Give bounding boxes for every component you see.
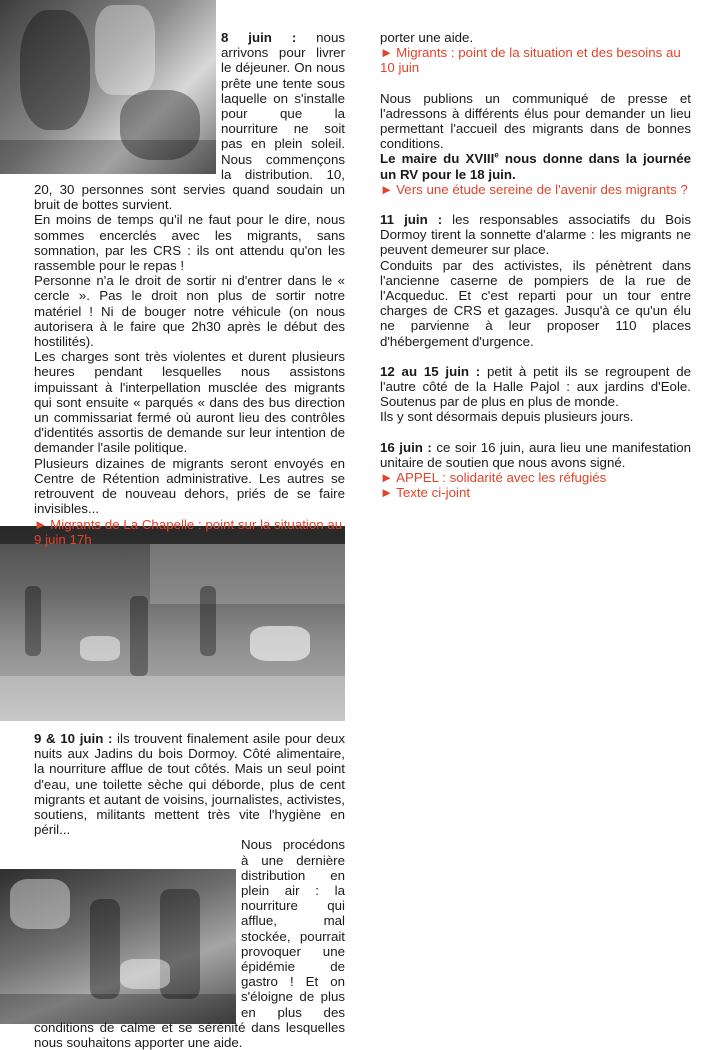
spacer — [380, 349, 691, 364]
spacer — [380, 197, 691, 212]
photo1-wrap-space — [34, 30, 221, 176]
link-texte-ci-joint[interactable] — [380, 485, 691, 500]
maire-sup: e — [494, 151, 499, 160]
paragraph-maire — [380, 151, 691, 181]
link-etude-sereine[interactable] — [380, 182, 691, 197]
left-bottom-column — [34, 731, 345, 1050]
date-9-10-juin: 9 & 10 juin : — [34, 731, 113, 746]
right-column — [380, 30, 691, 500]
paragraph-desormais: Ils y sont désormais depuis plusieurs jours. — [380, 409, 634, 425]
paragraph-porter-aide: porter une aide. — [380, 30, 474, 45]
paragraph-communique: Nous publions un communiqué de presse et l'adressons à différents élus pour demander un lieu permettant l'accueil des migrants dans de bonnes conditions. — [380, 90, 691, 152]
date-8-juin: 8 juin : — [221, 30, 297, 45]
link-appel-solidarite-label: APPEL : solidarité avec les réfugiés — [396, 470, 607, 486]
date-12-15-juin: 12 au 15 juin : — [380, 363, 481, 379]
link-point-9-juin-label: Migrants de La Chapelle : point sur la situation au 9 juin 17h — [34, 516, 343, 547]
arrow-icon: ► — [380, 181, 394, 197]
text-11-juin: les responsables associatifs du Bois Dormoy tirent la sonnette d'alarme : les migrants ne peuvent demeurer sur place. — [380, 212, 691, 258]
arrow-icon: ► — [380, 470, 394, 486]
link-etude-sereine-label: Vers une étude sereine de l'avenir des migrants ? — [396, 181, 688, 197]
maire-bold-b: nous donne dans la journée un RV pour le 18 juin. — [380, 151, 691, 182]
link-point-10-juin[interactable] — [380, 45, 691, 75]
link-point-9-juin[interactable] — [34, 517, 345, 547]
paragraph-caserne: Conduits par des activistes, ils pénètrent dans l'ancienne caserne de pompiers de la rue de l'Acqueduc. Et c'est reparti pour un tour entre charges de CRS et gazages. Jusqu'à ce qu'un élu ne parvienne à leur proposer 110 places d'hébergement d'urgence. — [380, 257, 691, 349]
paragraph-11-juin — [380, 212, 691, 258]
paragraph-retention: Plusieurs dizaines de migrants seront envoyés en Centre de Rétention administrative. Les autres se retrouvent de nouveau dehors, priés de se faire invisibles... — [34, 455, 345, 517]
text-12-15-juin: petit à petit ils se regroupent de l'autre côté de la Halle Pajol : aux jardins d'Eole. Soutenus par de plus en plus de monde. — [380, 363, 692, 410]
paragraph-encercles: En moins de temps qu'il ne faut pour le dire, nous sommes encerclés avec les migrants, sans somnation, par les CRS : ils ont attendu qu'on les rassemble pour le repas ! — [34, 212, 345, 274]
link-texte-ci-joint-label: Texte ci-joint — [396, 485, 471, 501]
text-16-juin: ce soir 16 juin, aura lieu une manifestation unitaire de soutien que nous avons signé. — [380, 439, 691, 470]
text-8-juin: nous arrivons pour livrer le déjeuner. On nous prête une tente sous laquelle on s'installe pour que la nourriture ne soit pas en plein soleil. Nous commençons la distribution. 10, 20, 30 personnes sont servies quand soudain un bruit de bottes survient. — [34, 30, 345, 213]
text-9-10-juin: ils trouvent finalement asile pour deux nuits aux Jadins du bois Dormoy. Côté alimentaire, la nourriture afflue de tout côtés. Mais un seul point d'eau, une toilette sèche qui déborde, plus de cent migrants et autant de voisins, journalistes, activistes, soutiens, militants mettent très vite l'hygiène en péril... — [34, 731, 345, 838]
maire-bold-a: Le maire du XVIII — [380, 151, 495, 167]
arrow-icon: ► — [380, 485, 394, 501]
paragraph-16-juin — [380, 440, 691, 470]
link-appel-solidarite[interactable] — [380, 470, 691, 485]
photo-migrants-camp — [0, 526, 345, 721]
photo3-wrap-space — [34, 869, 241, 1013]
paragraph-9-10-juin — [34, 731, 345, 837]
link-point-10-juin-label: Migrants : point de la situation et des besoins au 10 juin — [380, 45, 681, 76]
paragraph-distribution: Nous procédons à une dernière distribution en plein air : la nourriture qui afflue, mal stockée, pourrait provoquer une épidémie de gastro ! Et on s'éloigne de plus en plus des conditions de calme et se sérénité dans lesquelles nous souhaitons apporter une aide. — [34, 837, 345, 1050]
spacer — [380, 76, 691, 91]
date-16-juin: 16 juin : — [380, 439, 432, 455]
paragraph-charges: Les charges sont très violentes et durent plusieurs heures pendant lesquelles nous assistons impuissant à l'interpellation musclée des migrants qui sont ensuite « parqués « dans des bus direction un commissariat fermé où auront lieu des contrôles d'identités assortis de demande sur leur intention de demander l'asile politique. — [34, 349, 345, 456]
paragraph-cercle: Personne n'a le droit de sortir ni d'entrer dans le « cercle ». Pas le droit non plus de sortir notre matériel ! Ni de bouger notre véhicule (on nous autorisera à le faire que 2h30 après le début des hostilités). — [34, 273, 345, 350]
date-11-juin: 11 juin : — [380, 212, 443, 228]
arrow-icon: ► — [380, 45, 394, 61]
arrow-icon: ► — [34, 516, 48, 532]
spacer — [380, 425, 691, 440]
left-column — [34, 30, 345, 547]
paragraph-12-15-juin — [380, 364, 691, 410]
